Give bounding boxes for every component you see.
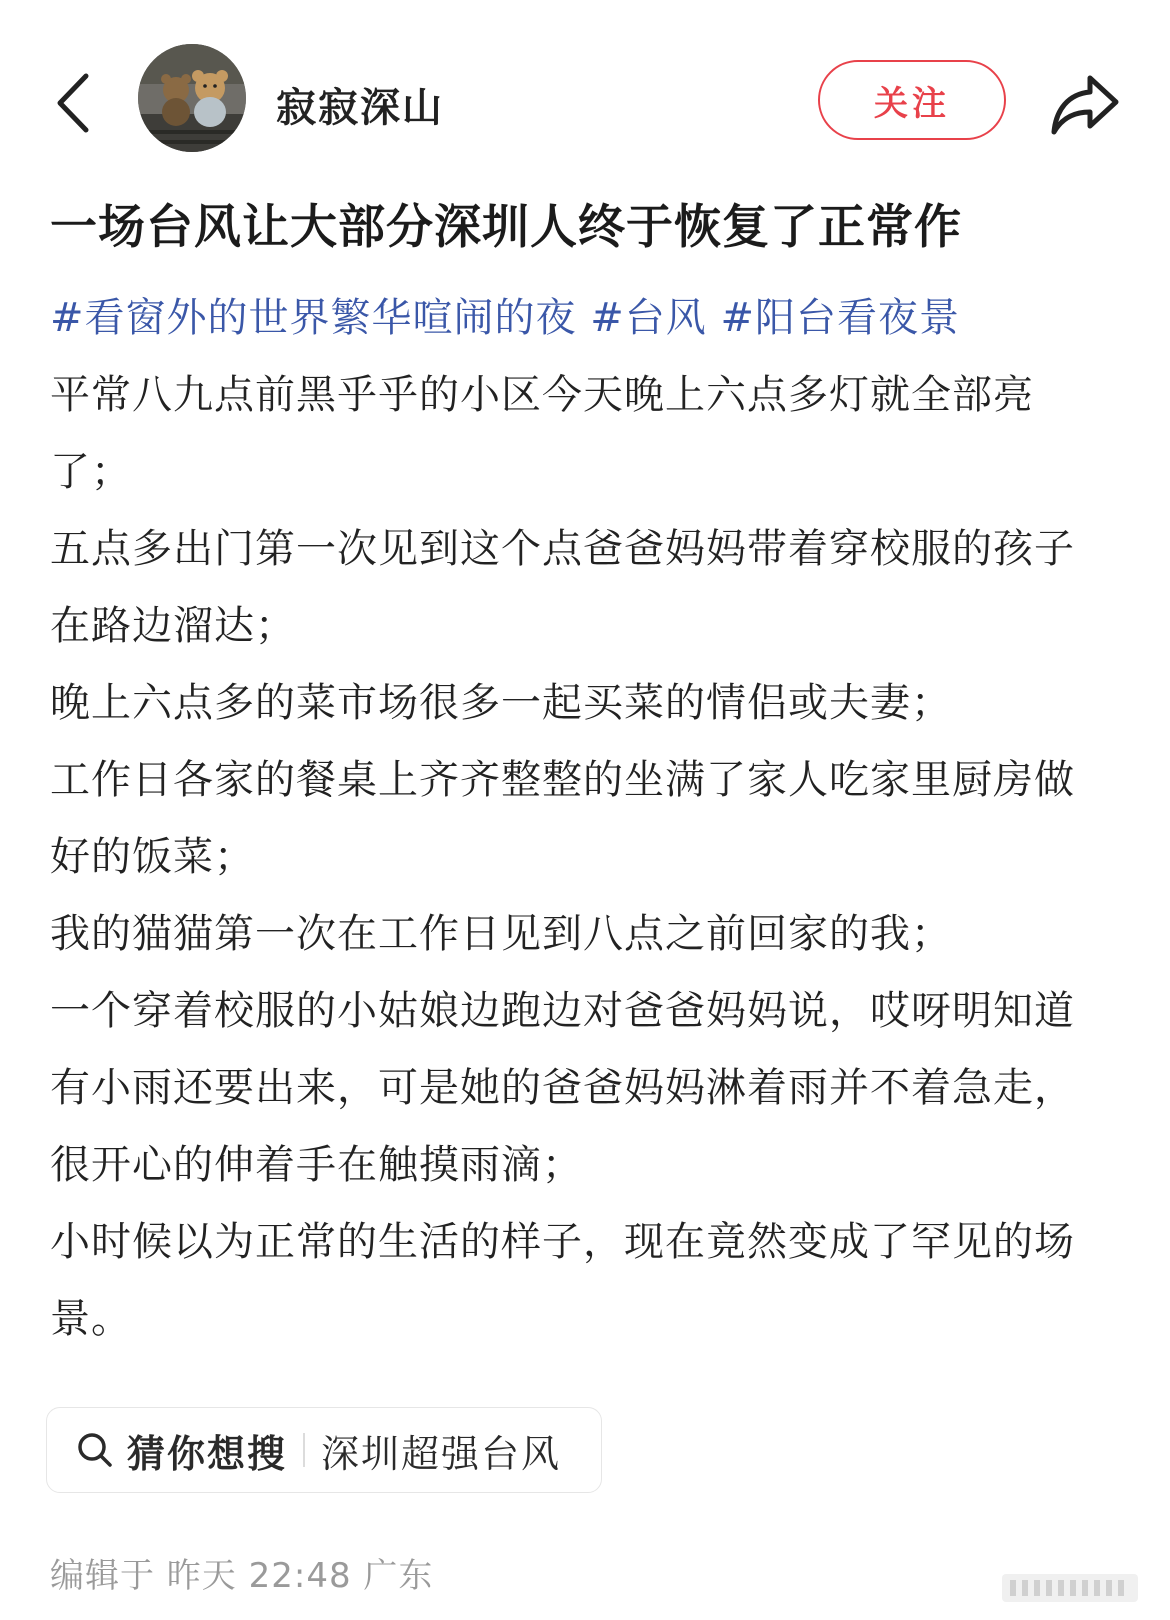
teddy-bears-avatar-image (138, 44, 246, 152)
watermark-mark (1000, 1568, 1140, 1616)
share-button[interactable] (1046, 64, 1126, 144)
content-paragraph: 小时候以为正常的生活的样子，现在竟然变成了罕见的场景。 (50, 1219, 1075, 1342)
content-paragraph: 晚上六点多的菜市场很多一起买菜的情侣或夫妻； (50, 680, 952, 726)
author-avatar[interactable] (138, 44, 246, 152)
topic-tag[interactable]: #台风 (590, 295, 707, 341)
content-paragraph: 工作日各家的餐桌上齐齐整整的坐满了家人吃家里厨房做好的饭菜； (50, 757, 1075, 880)
topic-tag[interactable]: #阳台看夜景 (720, 295, 960, 341)
topic-tag[interactable]: #看窗外的世界繁华喧闹的夜 (50, 295, 577, 341)
post-header (0, 40, 1170, 170)
author-name[interactable]: 寂寂深山 (276, 85, 444, 131)
back-button[interactable] (50, 68, 100, 138)
suggested-search-label: 猜你想搜 (127, 1431, 288, 1476)
topic-tags (50, 280, 1110, 357)
post-title: 一场台风让大部分深圳人终于恢复了正常作 (50, 200, 962, 255)
post-content (50, 280, 1110, 1358)
share-arrow-icon (1046, 64, 1126, 144)
follow-button[interactable]: 关注 (818, 60, 1006, 140)
back-arrow-icon (50, 68, 100, 138)
divider (303, 1433, 305, 1467)
content-paragraph: 五点多出门第一次见到这个点爸爸妈妈带着穿校服的孩子在路边溜达； (50, 526, 1075, 649)
content-paragraph: 一个穿着校服的小姑娘边跑边对爸爸妈妈说，哎呀明知道有小雨还要出来，可是她的爸爸妈妈淋着雨并不着急走，很开心的伸着手在触摸雨滴； (50, 988, 1075, 1188)
suggested-search-button[interactable] (46, 1407, 602, 1493)
content-paragraph: 我的猫猫第一次在工作日见到八点之前回家的我； (50, 911, 952, 957)
search-icon (75, 1430, 115, 1470)
content-paragraph: 平常八九点前黑乎乎的小区今天晚上六点多灯就全部亮了； (50, 372, 1034, 495)
suggested-search-query: 深圳超强台风 (321, 1431, 562, 1476)
edited-timestamp: 编辑于 昨天 22:48 广东 (50, 1556, 434, 1596)
